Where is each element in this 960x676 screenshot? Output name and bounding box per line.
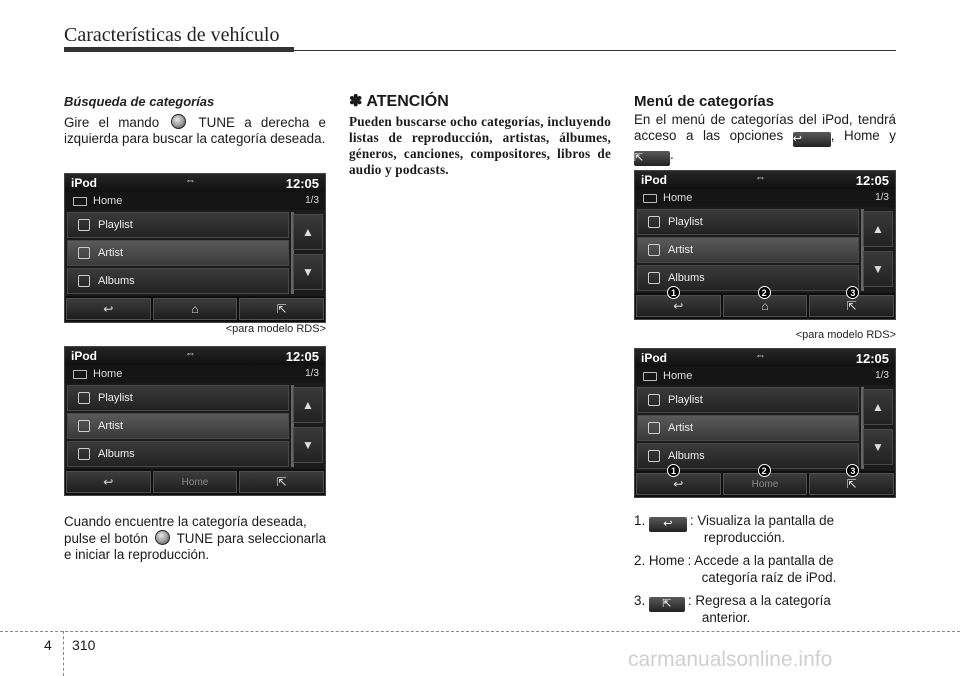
scroll-down-button[interactable]: ▼ bbox=[863, 429, 893, 465]
back-button-icon: ↩ bbox=[793, 132, 831, 147]
category-label: Playlist bbox=[668, 394, 703, 406]
artist-icon bbox=[648, 422, 660, 434]
column-category-search bbox=[64, 94, 326, 147]
screen-home-row[interactable] bbox=[65, 365, 325, 383]
definition-number: 3. ⇱ bbox=[634, 592, 688, 626]
category-row-playlist[interactable] bbox=[67, 385, 289, 411]
album-icon bbox=[648, 272, 660, 284]
intro-before-knob: Gire el mando bbox=[64, 115, 160, 130]
callout-1: 1 bbox=[667, 464, 680, 477]
usb-icon: ⇔ bbox=[755, 350, 766, 362]
header-rule-thin bbox=[294, 50, 896, 51]
up-folder-icon: ⇱ bbox=[276, 475, 287, 489]
screen-topbar bbox=[65, 347, 325, 365]
up-category-button[interactable] bbox=[239, 298, 324, 320]
home-label: Home bbox=[181, 476, 209, 488]
callout-2: 2 bbox=[758, 464, 771, 477]
screen-topbar bbox=[635, 349, 895, 367]
screen-home-row[interactable] bbox=[635, 189, 895, 207]
category-label: Playlist bbox=[668, 216, 703, 228]
definition-description: : Visualiza la pantalla de reproducción. bbox=[689, 513, 835, 545]
back-button-icon: ↩ bbox=[649, 517, 687, 532]
found-line-1: Cuando encuentre la categoría deseada, bbox=[64, 514, 307, 529]
category-row-artist[interactable] bbox=[637, 237, 859, 263]
screen-category-list bbox=[67, 212, 289, 296]
category-menu-intro bbox=[634, 112, 896, 166]
back-button[interactable] bbox=[66, 298, 151, 320]
screen-home-label: Home bbox=[663, 370, 693, 382]
footer-rule bbox=[0, 631, 960, 632]
definition-item-home bbox=[634, 552, 896, 586]
up-category-button[interactable] bbox=[239, 471, 324, 493]
watermark: carmanualsonline.info bbox=[628, 648, 833, 671]
intro-after-knob: TUNE a derecha e izquierda para buscar la categoría deseada. bbox=[64, 115, 326, 146]
screen-home-row[interactable] bbox=[635, 367, 895, 385]
intro-part-1: En el menú de categorías del iPod, tendrá acceso a las opciones bbox=[634, 112, 896, 143]
home-button[interactable] bbox=[723, 465, 808, 495]
scroll-down-button[interactable]: ▼ bbox=[293, 427, 323, 463]
back-icon: ↩ bbox=[673, 299, 684, 313]
category-label: Albums bbox=[668, 272, 705, 284]
up-category-button[interactable] bbox=[809, 465, 894, 495]
screen-scroll-arrows bbox=[293, 214, 323, 294]
category-search-heading: Búsqueda de categorías bbox=[64, 94, 215, 109]
back-icon: ↩ bbox=[673, 477, 684, 491]
category-row-playlist[interactable] bbox=[637, 209, 859, 235]
screen-topbar bbox=[65, 174, 325, 192]
found-after-knob: TUNE para seleccionarla e iniciar la reproducción. bbox=[64, 531, 326, 562]
home-button[interactable] bbox=[723, 287, 808, 317]
ipod-screen-standard-2 bbox=[634, 348, 896, 498]
category-label: Playlist bbox=[98, 219, 133, 231]
usb-icon: ⇔ bbox=[755, 172, 766, 184]
category-row-albums[interactable] bbox=[67, 268, 289, 294]
caption-rds-2: <para modelo RDS> bbox=[795, 329, 896, 341]
up-folder-icon: ⇱ bbox=[846, 299, 857, 313]
back-icon: ↩ bbox=[103, 475, 114, 489]
intro-part-4: . bbox=[670, 147, 674, 162]
screen-title: iPod bbox=[71, 349, 97, 363]
up-category-button-icon: ⇱ bbox=[649, 597, 685, 612]
up-category-button[interactable] bbox=[809, 287, 894, 317]
folder-icon bbox=[643, 194, 657, 203]
screen-clock: 12:05 bbox=[285, 348, 319, 364]
category-search-intro bbox=[64, 114, 326, 147]
header-rule-thick bbox=[64, 47, 294, 52]
definition-number: 2. Home bbox=[634, 553, 685, 568]
screen-clock: 12:05 bbox=[855, 172, 889, 188]
found-line-2 bbox=[64, 530, 326, 563]
screen-home-label: Home bbox=[93, 368, 123, 380]
scroll-down-button[interactable]: ▼ bbox=[293, 254, 323, 290]
playlist-icon bbox=[648, 394, 660, 406]
screen-title: iPod bbox=[641, 173, 667, 187]
intro-part-3: Home y bbox=[844, 128, 896, 143]
screen-clock: 12:05 bbox=[855, 350, 889, 366]
callout-2: 2 bbox=[758, 286, 771, 299]
screen-page-indicator: 1/3 bbox=[875, 370, 889, 381]
folder-icon bbox=[73, 370, 87, 379]
button-definitions bbox=[634, 506, 896, 626]
category-label: Artist bbox=[668, 244, 694, 256]
attention-heading bbox=[349, 94, 611, 110]
category-label: Albums bbox=[668, 450, 705, 462]
screen-page-indicator: 1/3 bbox=[875, 192, 889, 203]
chapter-number: 4 bbox=[44, 637, 52, 653]
screen-topbar bbox=[635, 171, 895, 189]
definition-number: 1. ↩ bbox=[634, 512, 690, 546]
attention-asterisk-icon: ✽ bbox=[349, 93, 363, 110]
definition-item-up bbox=[634, 592, 896, 626]
home-label: Home bbox=[751, 478, 779, 490]
screen-bottom-bar bbox=[635, 287, 895, 319]
scroll-up-button[interactable]: ▲ bbox=[293, 214, 323, 250]
definition-description: : Regresa a la categoría anterior. bbox=[687, 593, 831, 625]
category-label: Playlist bbox=[98, 392, 133, 404]
screen-clock: 12:05 bbox=[285, 175, 319, 191]
column-attention bbox=[349, 94, 611, 178]
home-button[interactable] bbox=[153, 298, 238, 320]
back-button[interactable] bbox=[636, 287, 721, 317]
callout-3: 3 bbox=[846, 286, 859, 299]
album-icon bbox=[648, 450, 660, 462]
category-label: Artist bbox=[98, 247, 124, 259]
album-icon bbox=[78, 275, 90, 287]
back-button[interactable] bbox=[636, 465, 721, 495]
found-before-knob: pulse el botón bbox=[64, 531, 148, 546]
scroll-up-button[interactable]: ▲ bbox=[863, 389, 893, 425]
screen-home-row[interactable] bbox=[65, 192, 325, 210]
footer-divider bbox=[63, 631, 64, 676]
home-icon: ⌂ bbox=[191, 302, 199, 316]
attention-body: Pueden buscarse ocho categorías, incluyendo listas de reproducción, artistas, álbumes, géneros, canciones, compositores, libros de audio y podcasts. bbox=[349, 114, 611, 177]
up-folder-icon: ⇱ bbox=[846, 477, 857, 491]
home-icon: ⌂ bbox=[761, 299, 769, 313]
back-icon: ↩ bbox=[103, 302, 114, 316]
category-row-artist[interactable] bbox=[67, 240, 289, 266]
tune-knob-icon bbox=[171, 114, 186, 129]
screen-scroll-arrows bbox=[863, 389, 893, 469]
screen-title: iPod bbox=[71, 176, 97, 190]
folder-icon bbox=[643, 372, 657, 381]
category-row-artist[interactable] bbox=[67, 413, 289, 439]
album-icon bbox=[78, 448, 90, 460]
page-number: 310 bbox=[72, 637, 96, 653]
screen-category-list bbox=[637, 387, 859, 471]
category-row-playlist[interactable] bbox=[67, 212, 289, 238]
screen-scroll-arrows bbox=[293, 387, 323, 467]
screen-scroll-arrows bbox=[863, 211, 893, 291]
screen-home-label: Home bbox=[663, 192, 693, 204]
screen-page-indicator: 1/3 bbox=[305, 368, 319, 379]
screen-page-indicator: 1/3 bbox=[305, 195, 319, 206]
screen-bottom-bar bbox=[635, 465, 895, 497]
artist-icon bbox=[78, 420, 90, 432]
playlist-icon bbox=[78, 392, 90, 404]
playlist-icon bbox=[78, 219, 90, 231]
up-folder-icon: ⇱ bbox=[276, 302, 287, 316]
definition-item-back bbox=[634, 512, 896, 546]
screen-bottom-bar bbox=[65, 469, 325, 495]
screen-home-label: Home bbox=[93, 195, 123, 207]
category-row-artist[interactable] bbox=[637, 415, 859, 441]
ipod-screen-standard-1 bbox=[64, 346, 326, 496]
usb-icon: ⇔ bbox=[185, 348, 196, 360]
scroll-up-button[interactable]: ▲ bbox=[293, 387, 323, 423]
callout-3: 3 bbox=[846, 464, 859, 477]
caption-rds-1: <para modelo RDS> bbox=[225, 323, 326, 335]
usb-icon: ⇔ bbox=[185, 175, 196, 187]
category-found-text bbox=[64, 514, 326, 563]
tune-knob-icon bbox=[155, 530, 170, 545]
category-menu-heading: Menú de categorías bbox=[634, 93, 775, 110]
category-label: Artist bbox=[668, 422, 694, 434]
callout-1: 1 bbox=[667, 286, 680, 299]
playlist-icon bbox=[648, 216, 660, 228]
category-label: Albums bbox=[98, 275, 135, 287]
artist-icon bbox=[78, 247, 90, 259]
folder-icon bbox=[73, 197, 87, 206]
screen-bottom-bar bbox=[65, 296, 325, 322]
category-row-albums[interactable] bbox=[67, 441, 289, 467]
category-row-playlist[interactable] bbox=[637, 387, 859, 413]
scroll-down-button[interactable]: ▼ bbox=[863, 251, 893, 287]
artist-icon bbox=[648, 244, 660, 256]
intro-part-2: , bbox=[830, 128, 835, 143]
home-button[interactable] bbox=[153, 471, 238, 493]
column-category-menu bbox=[634, 94, 896, 166]
definition-description: : Accede a la pantalla de categoría raíz de iPod. bbox=[687, 553, 837, 585]
back-button[interactable] bbox=[66, 471, 151, 493]
category-label: Artist bbox=[98, 420, 124, 432]
ipod-screen-rds-1 bbox=[64, 173, 326, 323]
category-label: Albums bbox=[98, 448, 135, 460]
scroll-up-button[interactable]: ▲ bbox=[863, 211, 893, 247]
attention-title: ATENCIÓN bbox=[366, 93, 449, 110]
screen-category-list bbox=[67, 385, 289, 469]
up-category-button-icon: ⇱ bbox=[634, 151, 670, 166]
ipod-screen-rds-2 bbox=[634, 170, 896, 320]
screen-title: iPod bbox=[641, 351, 667, 365]
screen-category-list bbox=[637, 209, 859, 293]
page-header-title: Características de vehículo bbox=[64, 24, 280, 46]
